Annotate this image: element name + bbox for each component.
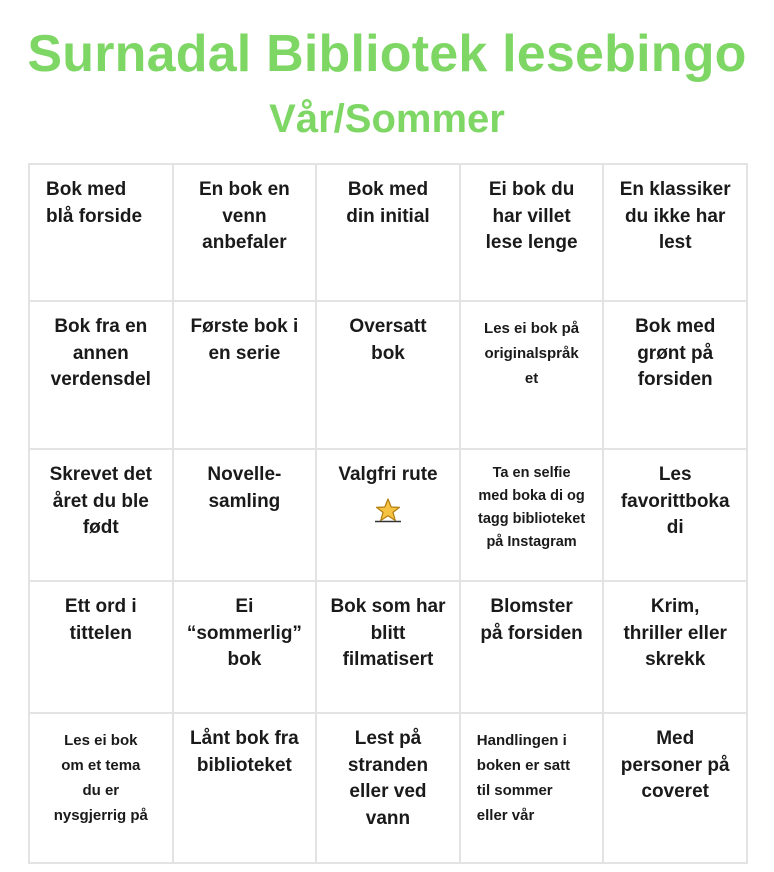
bingo-cell-text: Lest på stranden eller ved vann [347,728,429,829]
bingo-cell-text: Ei “sommerlig” bok [186,596,302,670]
bingo-cell [173,164,317,301]
bingo-cell [29,713,173,863]
bingo-cell-text: Les ei bok om et tema du er nysgjerrig på [53,732,148,824]
bingo-cell [460,713,604,863]
bingo-cell-text: Les favorittboka di [620,464,730,538]
bingo-cell [29,449,173,581]
page-title: Surnadal Bibliotek lesebingo [27,25,747,83]
page-subtitle: Vår/Sommer [269,97,505,141]
bingo-cell [316,581,460,713]
bingo-cell [603,581,747,713]
bingo-cell-text: Bok med din initial [346,179,430,227]
bingo-cell [316,164,460,301]
bingo-cell-text: Handlingen i boken er satt til sommer eller vår [476,732,571,824]
bingo-cell [29,164,173,301]
bingo-cell-text: Bok med blå forside [46,179,143,227]
bingo-cell-text: Bok som har blitt filmatisert [330,596,446,670]
bingo-cell [316,301,460,449]
bingo-row [29,581,747,713]
bingo-cell-text: Ett ord i tittelen [64,596,137,644]
bingo-cell [603,713,747,863]
bingo-row [29,301,747,449]
bingo-cell [173,713,317,863]
bingo-cell-text: Blomster på forsiden [480,596,583,644]
bingo-cell [460,581,604,713]
bingo-cell-text: Bok fra en annen verdensdel [50,316,151,390]
bingo-cell-text: Les ei bok på originalspråk et [484,320,580,387]
bingo-grid [28,163,748,864]
bingo-cell [460,164,604,301]
bingo-cell-text: Første bok i en serie [190,316,299,364]
bingo-cell [173,449,317,581]
bingo-cell-text: En bok en venn anbefaler [198,179,290,253]
bingo-cell [173,581,317,713]
bingo-cell-text: Oversatt bok [349,316,427,364]
bingo-cell [29,581,173,713]
bingo-cell [603,449,747,581]
bingo-cell [173,301,317,449]
bingo-cell-text: Krim, thriller eller skrekk [623,596,727,670]
bingo-cell [603,301,747,449]
free-square-cell [316,449,460,581]
bingo-cell [460,301,604,449]
bingo-cell [316,713,460,863]
bingo-row [29,713,747,863]
bingo-row [29,164,747,301]
bingo-cell-text: Skrevet det året du ble født [49,464,153,538]
star-icon [373,497,403,523]
bingo-cell-text: Novelle- samling [207,464,282,512]
bingo-cell-text: Ta en selfie med boka di og tagg biblioteket på Instagram [478,465,586,550]
bingo-cell-text: Lånt bok fra biblioteket [190,728,299,776]
bingo-cell-text: En klassiker du ikke har lest [619,179,731,253]
bingo-cell-text: Valgfri rute [338,464,438,485]
bingo-cell-text: Ei bok du har villet lese lenge [485,179,578,253]
bingo-row [29,449,747,581]
bingo-cell-text: Med personer på coveret [620,728,730,802]
bingo-cell [29,301,173,449]
bingo-cell-text: Bok med grønt på forsiden [635,316,716,390]
bingo-cell [603,164,747,301]
bingo-cell [460,449,604,581]
